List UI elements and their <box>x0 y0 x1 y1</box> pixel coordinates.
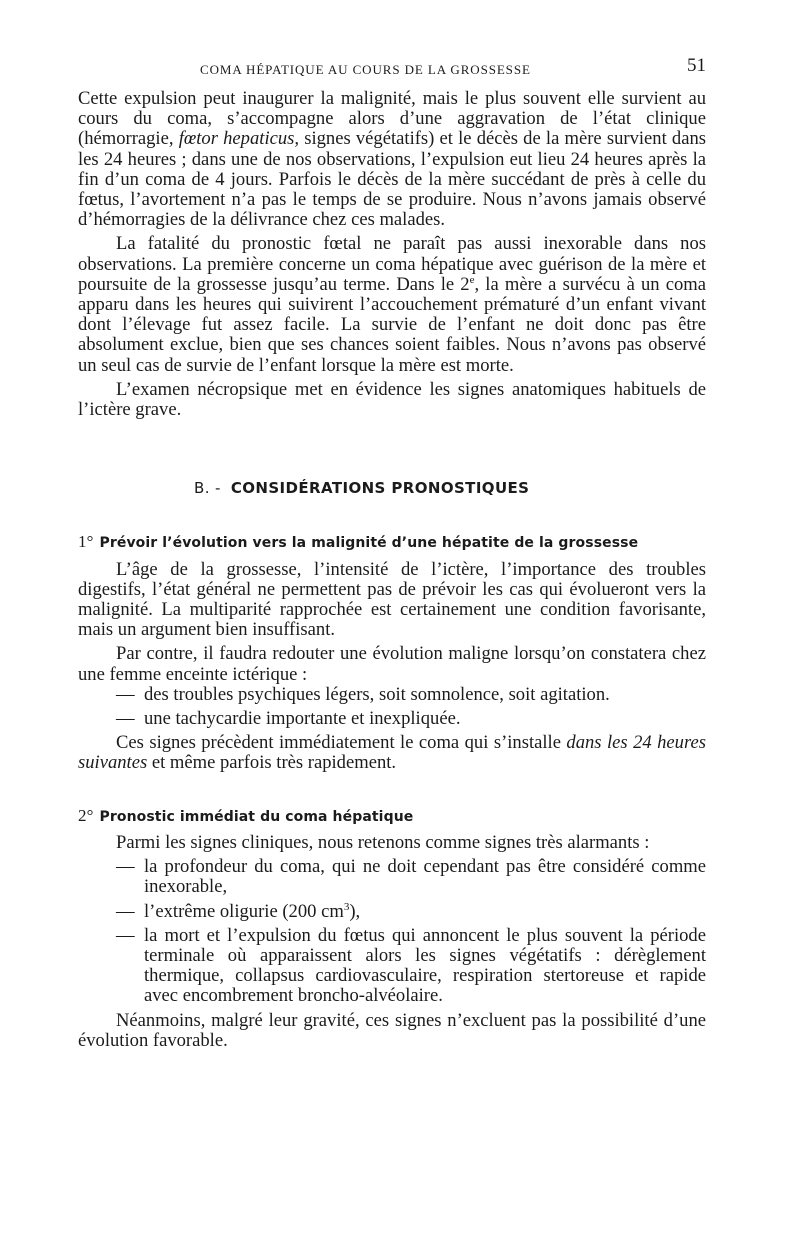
running-title: COMA HÉPATIQUE AU COURS DE LA GROSSESSE <box>200 62 531 77</box>
paragraph-signs-precede: Ces signes précèdent immédiatement le coma qui s’installe dans les 24 heures suivantes et même parfois très rapidement. <box>78 732 706 774</box>
subsection-title-1 <box>78 532 706 553</box>
latin-term: fœtor hepaticus, <box>178 128 300 150</box>
paragraph-expulsion: Cette expulsion peut inaugurer la malignité, mais le plus souvent elle survient au cours du coma, s’accompagne alors d’une aggravation de l’état clinique (hémorragie, fœtor hepaticus, signes végétatifs) et le décès de la mère survient dans les 24 heures ; dans une de nos observations, l’expulsion eut lieu 24 heures après la fin d’un coma de 4 jours. Parfois le décès de la mère succédant de près à celle du fœtus, l’avortement n’a pas le temps de se produire. Nous n’avons jamais observé d’hémorragies de la délivrance chez ces malades. <box>78 88 707 231</box>
list-item: — une tachycardie importante et inexpliquée. <box>116 708 461 730</box>
list-item: — la mort et l’expulsion du fœtus qui annoncent le plus souvent la période terminale où apparaissent alors les signes végétatifs : dérèglement thermique, collapsus cardiovasculaire, respiration stertoreuse et rapide avec encombrement broncho-alvéolaire. <box>116 924 706 1007</box>
subsection-number: 2° <box>78 805 94 825</box>
paragraph-nevertheless: Néanmoins, malgré leur gravité, ces signes n’excluent pas la possibilité d’une évolution favorable. <box>78 1009 706 1051</box>
paragraph-fetal-prognosis: La fatalité du pronostic fœtal ne paraît pas aussi inexorable dans nos observations. La première concerne un coma hépatique avec guérison de la mère et poursuite de la grossesse jusqu’au terme. Dans le 2e, la mère a survécu à un coma apparu dans les heures qui suivirent l’accouchement prématuré d’un enfant vivant dont l’élevage fut assez facile. La survie de l’enfant ne doit donc pas être absolument exclue, bien que ses chances soient faibles. Nous n’avons pas observé un seul cas de survie de l’enfant lorsque la mère est morte. <box>78 233 706 376</box>
section-title-b <box>78 478 706 498</box>
subsection-heading: Pronostic immédiat du coma hépatique <box>99 808 414 825</box>
running-header <box>78 56 706 82</box>
list-item: — des troubles psychiques légers, soit somnolence, soit agitation. <box>116 683 610 705</box>
subsection-title-2 <box>78 806 706 827</box>
section-letter: B. - <box>194 479 221 498</box>
list-item: — l’extrême oligurie (200 $cm^3$), <box>116 900 361 922</box>
alarming-signs-list <box>78 857 706 1006</box>
list-item: — la profondeur du coma, qui ne doit cependant pas être considéré comme inexorable, <box>116 856 706 898</box>
paragraph-necropsy: L’examen nécropsique met en évidence les signes anatomiques habituels de l’ictère grave. <box>78 378 706 421</box>
warning-signs-list <box>78 685 706 729</box>
subsection-heading: Prévoir l’évolution vers la malignité d’une hépatite de la grossesse <box>99 535 639 552</box>
page-number: 51 <box>687 55 706 76</box>
section-heading: CONSIDÉRATIONS PRONOSTIQUES <box>230 479 530 498</box>
paragraph-contrary: Par contre, il faudra redouter une évolution maligne lorsqu’on constatera chez une femme enceinte ictérique : <box>78 643 706 685</box>
subsection-number: 1° <box>78 532 94 552</box>
paragraph-pregnancy-age: L’âge de la grossesse, l’intensité de l’ictère, l’importance des troubles digestifs, l’état général ne permettent pas de prévoir les cas qui évolueront vers la malignité. La multiparité rapprochée est certainement une condition favorisante, mais un argument bien insuffisant. <box>78 558 706 641</box>
paragraph-clinical-signs: Parmi les signes cliniques, nous retenons comme signes très alarmants : <box>116 831 650 853</box>
